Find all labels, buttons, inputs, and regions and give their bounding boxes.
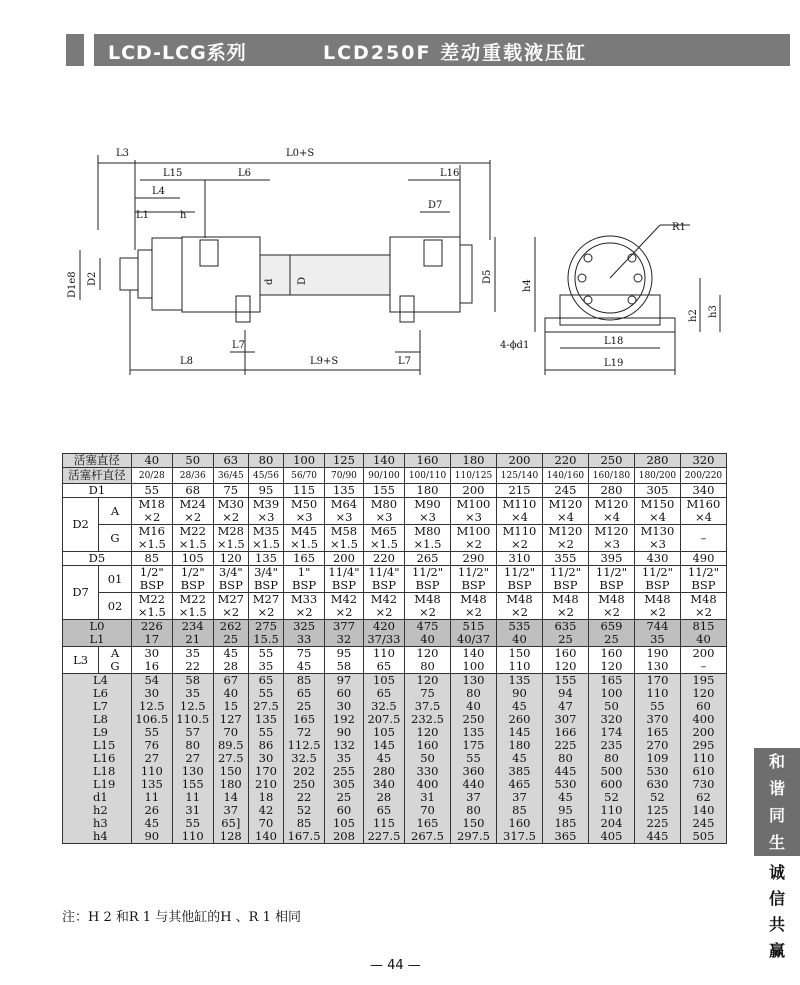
table-cell: M22 ×1.5: [131, 593, 172, 620]
side-tab-char: 谐: [768, 779, 785, 798]
table-cell: M100 ×2: [451, 525, 497, 552]
table-cell: 45/56: [248, 468, 283, 484]
table-cell: 11/2" BSP: [680, 566, 726, 593]
table-cell: 815 40: [680, 620, 726, 647]
side-tab-char: 生: [768, 833, 785, 852]
table-cell: M48 ×2: [588, 593, 634, 620]
table-cell: 11/2" BSP: [588, 566, 634, 593]
label-L9S: L9+S: [310, 356, 339, 367]
table-cell: 635 25: [542, 620, 588, 647]
table-cell: 97 60 30 192 90 132 35 255 305 25 60 105 208: [325, 674, 364, 844]
label-L3: L3: [116, 148, 130, 159]
table-cell: M58 ×1.5: [325, 525, 364, 552]
table-cell: 290: [451, 552, 497, 566]
table-row: [63, 593, 727, 620]
label-L4: L4: [152, 186, 166, 197]
table-cell: 275 15.5: [248, 620, 283, 647]
table-cell: M160 ×4: [680, 498, 726, 525]
table-cell: 1/2" BSP: [131, 566, 172, 593]
table-cell: 3/4" BSP: [213, 566, 248, 593]
label-D: D: [297, 276, 308, 285]
page-title: LCD250F 差动重载液压缸: [323, 42, 588, 64]
table-cell: 160 120: [588, 647, 634, 674]
table-cell: M42 ×2: [325, 593, 364, 620]
table-cell: 125/140: [496, 468, 542, 484]
table-row: [63, 647, 727, 674]
table-cell: 377 32: [325, 620, 364, 647]
table-cell: 135: [325, 484, 364, 498]
side-tab-top: [754, 748, 800, 856]
table-cell: 160 120: [542, 647, 588, 674]
table-cell: M33 ×2: [284, 593, 325, 620]
table-cell: M90 ×3: [405, 498, 451, 525]
table-cell: 340: [680, 484, 726, 498]
table-cell: 65 55 27.5 135 55 86 30 170 210 18 42 70 140: [248, 674, 283, 844]
label-h4: h4: [522, 279, 533, 292]
table-cell: M80 ×1.5: [405, 525, 451, 552]
label-L1: L1: [136, 210, 150, 221]
table-cell: 190 130: [634, 647, 680, 674]
rod-label: 活塞杆直径: [63, 468, 132, 484]
table-cell: 110 65: [363, 647, 404, 674]
table-row: [63, 454, 727, 468]
table-cell: 70/90: [325, 468, 364, 484]
table-cell: 140: [363, 454, 404, 468]
table-cell: M48 ×2: [496, 593, 542, 620]
table-cell: 01: [99, 566, 132, 593]
table-row: [63, 525, 727, 552]
label-L18: L18: [604, 336, 624, 347]
table-cell: M110 ×2: [496, 525, 542, 552]
table-row: [63, 468, 727, 484]
label-d1: 4-ϕd1: [500, 340, 530, 351]
table-cell: 120 75 37.5 232.5 120 160 50 330 400 31 70 165 267.5: [405, 674, 451, 844]
table-cell: 67 40 15 127 70 89.5 27.5 150 180 14 37 65] 128: [213, 674, 248, 844]
table-cell: 125: [325, 454, 364, 468]
table-cell: M110 ×4: [496, 498, 542, 525]
table-cell: 280: [588, 484, 634, 498]
table-cell: 200: [496, 454, 542, 468]
l0-l1-label: L0 L1: [63, 620, 132, 647]
table-cell: 1" BSP: [284, 566, 325, 593]
table-cell: 95: [248, 484, 283, 498]
table-cell: 100/110: [405, 468, 451, 484]
table-cell: 195 120 60 400 200 295 110 610 730 62 140 245 505: [680, 674, 726, 844]
label-R1: R1: [672, 222, 686, 233]
table-cell: M120 ×2: [542, 525, 588, 552]
table-cell: 310: [496, 552, 542, 566]
table-cell: 200/220: [680, 468, 726, 484]
label-D1e8: D1e8: [67, 271, 78, 298]
table-cell: M48 ×2: [680, 593, 726, 620]
table-cell: 265: [405, 552, 451, 566]
table-cell: 3/4" BSP: [248, 566, 283, 593]
table-cell: M42 ×2: [363, 593, 404, 620]
table-cell: M130 ×3: [634, 525, 680, 552]
table-cell: 320: [680, 454, 726, 468]
table-cell: 395: [588, 552, 634, 566]
label-L15: L15: [163, 168, 183, 179]
table-cell: M35 ×1.5: [248, 525, 283, 552]
table-row: [63, 566, 727, 593]
table-cell: M64 ×3: [325, 498, 364, 525]
table-cell: M48 ×2: [451, 593, 497, 620]
table-cell: A: [99, 498, 132, 525]
table-cell: 180/200: [634, 468, 680, 484]
table-cell: 68: [172, 484, 213, 498]
table-cell: 659 25: [588, 620, 634, 647]
table-cell: 135 90 45 260 145 180 45 385 465 37 85 160 317.5: [496, 674, 542, 844]
table-cell: 305: [634, 484, 680, 498]
table-row: [63, 674, 727, 844]
label-D7: D7: [428, 200, 443, 211]
table-cell: 430: [634, 552, 680, 566]
table-cell: –: [680, 525, 726, 552]
label-h3: h3: [708, 305, 719, 318]
table-cell: 55 35: [248, 647, 283, 674]
table-cell: 170 110 55 370 165 270 109 530 630 52 125 225 445: [634, 674, 680, 844]
table-cell: 11/2" BSP: [451, 566, 497, 593]
table-cell: M120 ×4: [542, 498, 588, 525]
label-L16: L16: [440, 168, 460, 179]
table-cell: 140 100: [451, 647, 497, 674]
label-L19: L19: [604, 358, 624, 369]
table-cell: 234 21: [172, 620, 213, 647]
dims-labels: L4 L6 L7 L8 L9 L15 L16 L18 L19 d1 h2 h3 h4: [63, 674, 132, 844]
table-cell: 120: [213, 552, 248, 566]
table-cell: 200: [451, 484, 497, 498]
table-cell: 105: [172, 552, 213, 566]
side-tab-bottom: [754, 860, 800, 970]
table-cell: 250: [588, 454, 634, 468]
table-cell: 490: [680, 552, 726, 566]
table-cell: 515 40/37: [451, 620, 497, 647]
table-cell: 215: [496, 484, 542, 498]
table-cell: 280: [634, 454, 680, 468]
table-cell: M120 ×4: [588, 498, 634, 525]
table-cell: M27 ×2: [213, 593, 248, 620]
cylinder-drawing: [0, 130, 800, 390]
label-L8: L8: [180, 356, 194, 367]
table-cell: 155 94 47 307 166 225 80 445 530 45 95 185 365: [542, 674, 588, 844]
label-L0S: L0+S: [286, 148, 315, 159]
table-row: [63, 552, 727, 566]
table-row: [63, 620, 727, 647]
footnote: 注：H 2 和R 1 与其他缸的H 、R 1 相同: [62, 910, 301, 925]
table-cell: 11/2" BSP: [496, 566, 542, 593]
table-cell: 30 16: [131, 647, 172, 674]
table-cell: 11/4" BSP: [363, 566, 404, 593]
table-cell: 245: [542, 484, 588, 498]
table-cell: 50: [172, 454, 213, 468]
table-cell: 1/2" BSP: [172, 566, 213, 593]
table-cell: M45 ×1.5: [284, 525, 325, 552]
side-tab: [754, 748, 800, 968]
table-cell: 165: [284, 552, 325, 566]
table-cell: M18 ×2: [131, 498, 172, 525]
label-D5: D5: [482, 269, 493, 284]
spec-table: [62, 453, 727, 844]
table-cell: 160/180: [588, 468, 634, 484]
table-cell: 20/28: [131, 468, 172, 484]
table-cell: 75: [213, 484, 248, 498]
table-cell: 85: [131, 552, 172, 566]
table-cell: 262 25: [213, 620, 248, 647]
table-cell: M48 ×2: [634, 593, 680, 620]
table-cell: 95 58: [325, 647, 364, 674]
table-cell: 35 22: [172, 647, 213, 674]
d7-label: D7: [63, 566, 99, 620]
series-title: LCD-LCG系列: [108, 42, 247, 64]
table-cell: M65 ×1.5: [363, 525, 404, 552]
table-cell: 180: [451, 454, 497, 468]
label-D2: D2: [87, 271, 98, 286]
table-cell: 200: [325, 552, 364, 566]
table-cell: M16 ×1.5: [131, 525, 172, 552]
side-tab-char: 同: [768, 806, 785, 825]
table-cell: 11/2" BSP: [542, 566, 588, 593]
table-cell: 100: [284, 454, 325, 468]
table-cell: 85 65 25 165 72 112.5 32.5 202 250 22 52 85 167.5: [284, 674, 325, 844]
table-cell: 744 35: [634, 620, 680, 647]
table-cell: 155: [363, 484, 404, 498]
table-cell: 56/70: [284, 468, 325, 484]
table-cell: M48 ×2: [542, 593, 588, 620]
label-h: h: [180, 210, 187, 221]
table-cell: 135: [248, 552, 283, 566]
table-cell: 55: [131, 484, 172, 498]
side-tab-char: 信: [768, 889, 785, 908]
table-cell: G: [99, 525, 132, 552]
table-cell: 130 80 40 250 135 175 55 360 440 37 80 150 297.5: [451, 674, 497, 844]
table-cell: 110/125: [451, 468, 497, 484]
table-cell: 02: [99, 593, 132, 620]
table-cell: M27 ×2: [248, 593, 283, 620]
rod-end: [120, 258, 138, 290]
page-number: — 44 —: [370, 958, 421, 973]
table-cell: M30 ×2: [213, 498, 248, 525]
side-tab-char: 赢: [768, 941, 785, 960]
table-cell: M22 ×1.5: [172, 593, 213, 620]
table-cell: 80: [248, 454, 283, 468]
table-cell: M39 ×3: [248, 498, 283, 525]
table-cell: 11/4" BSP: [325, 566, 364, 593]
label-L7b: L7: [398, 356, 412, 367]
side-tab-char: 共: [768, 915, 785, 934]
table-cell: A G: [99, 647, 132, 674]
table-cell: 75 45: [284, 647, 325, 674]
d2-label: D2: [63, 498, 99, 552]
table-cell: 120 80: [405, 647, 451, 674]
table-cell: 475 40: [405, 620, 451, 647]
table-cell: 36/45: [213, 468, 248, 484]
table-cell: M24 ×2: [172, 498, 213, 525]
table-row: [63, 484, 727, 498]
table-cell: 58 35 12.5 110.5 57 80 27 130 155 11 31 55 110: [172, 674, 213, 844]
table-cell: M80 ×3: [363, 498, 404, 525]
table-cell: 90/100: [363, 468, 404, 484]
table-cell: 220: [542, 454, 588, 468]
table-cell: 420 37/33: [363, 620, 404, 647]
header-divider: [84, 34, 94, 66]
table-cell: M28 ×1.5: [213, 525, 248, 552]
table-cell: 28/36: [172, 468, 213, 484]
table-cell: 220: [363, 552, 404, 566]
table-cell: 180: [405, 484, 451, 498]
table-cell: 105 65 32.5 207.5 105 145 45 280 340 28 65 115 227.5: [363, 674, 404, 844]
table-cell: M22 ×1.5: [172, 525, 213, 552]
table-cell: M120 ×3: [588, 525, 634, 552]
table-cell: 355: [542, 552, 588, 566]
table-cell: 140/160: [542, 468, 588, 484]
d5-label: D5: [63, 552, 132, 566]
label-h2: h2: [688, 309, 699, 322]
table-cell: 40: [131, 454, 172, 468]
table-cell: 63: [213, 454, 248, 468]
table-cell: 535 40: [496, 620, 542, 647]
table-cell: M48 ×2: [405, 593, 451, 620]
side-tab-char: 和: [768, 752, 785, 771]
table-row: [63, 498, 727, 525]
table-cell: M100 ×3: [451, 498, 497, 525]
table-cell: 160: [405, 454, 451, 468]
table-cell: 150 110: [496, 647, 542, 674]
table-cell: 200 –: [680, 647, 726, 674]
table-cell: 54 30 12.5 106.5 55 76 27 110 135 11 26 45 90: [131, 674, 172, 844]
table-cell: M50 ×3: [284, 498, 325, 525]
side-tab-char: 诚: [768, 863, 785, 882]
label-L6: L6: [238, 168, 252, 179]
table-cell: 11/2" BSP: [634, 566, 680, 593]
table-cell: 11/2" BSP: [405, 566, 451, 593]
label-d: d: [264, 278, 275, 285]
table-cell: 165 100 50 320 174 235 80 500 600 52 110 204 405: [588, 674, 634, 844]
bore-label: 活塞直径: [63, 454, 132, 468]
table-cell: 226 17: [131, 620, 172, 647]
table-cell: 325 33: [284, 620, 325, 647]
table-cell: 115: [284, 484, 325, 498]
table-cell: 45 28: [213, 647, 248, 674]
d1-label: D1: [63, 484, 132, 498]
label-L7a: L7: [232, 340, 246, 351]
l3-label: L3: [63, 647, 99, 674]
table-cell: M150 ×4: [634, 498, 680, 525]
